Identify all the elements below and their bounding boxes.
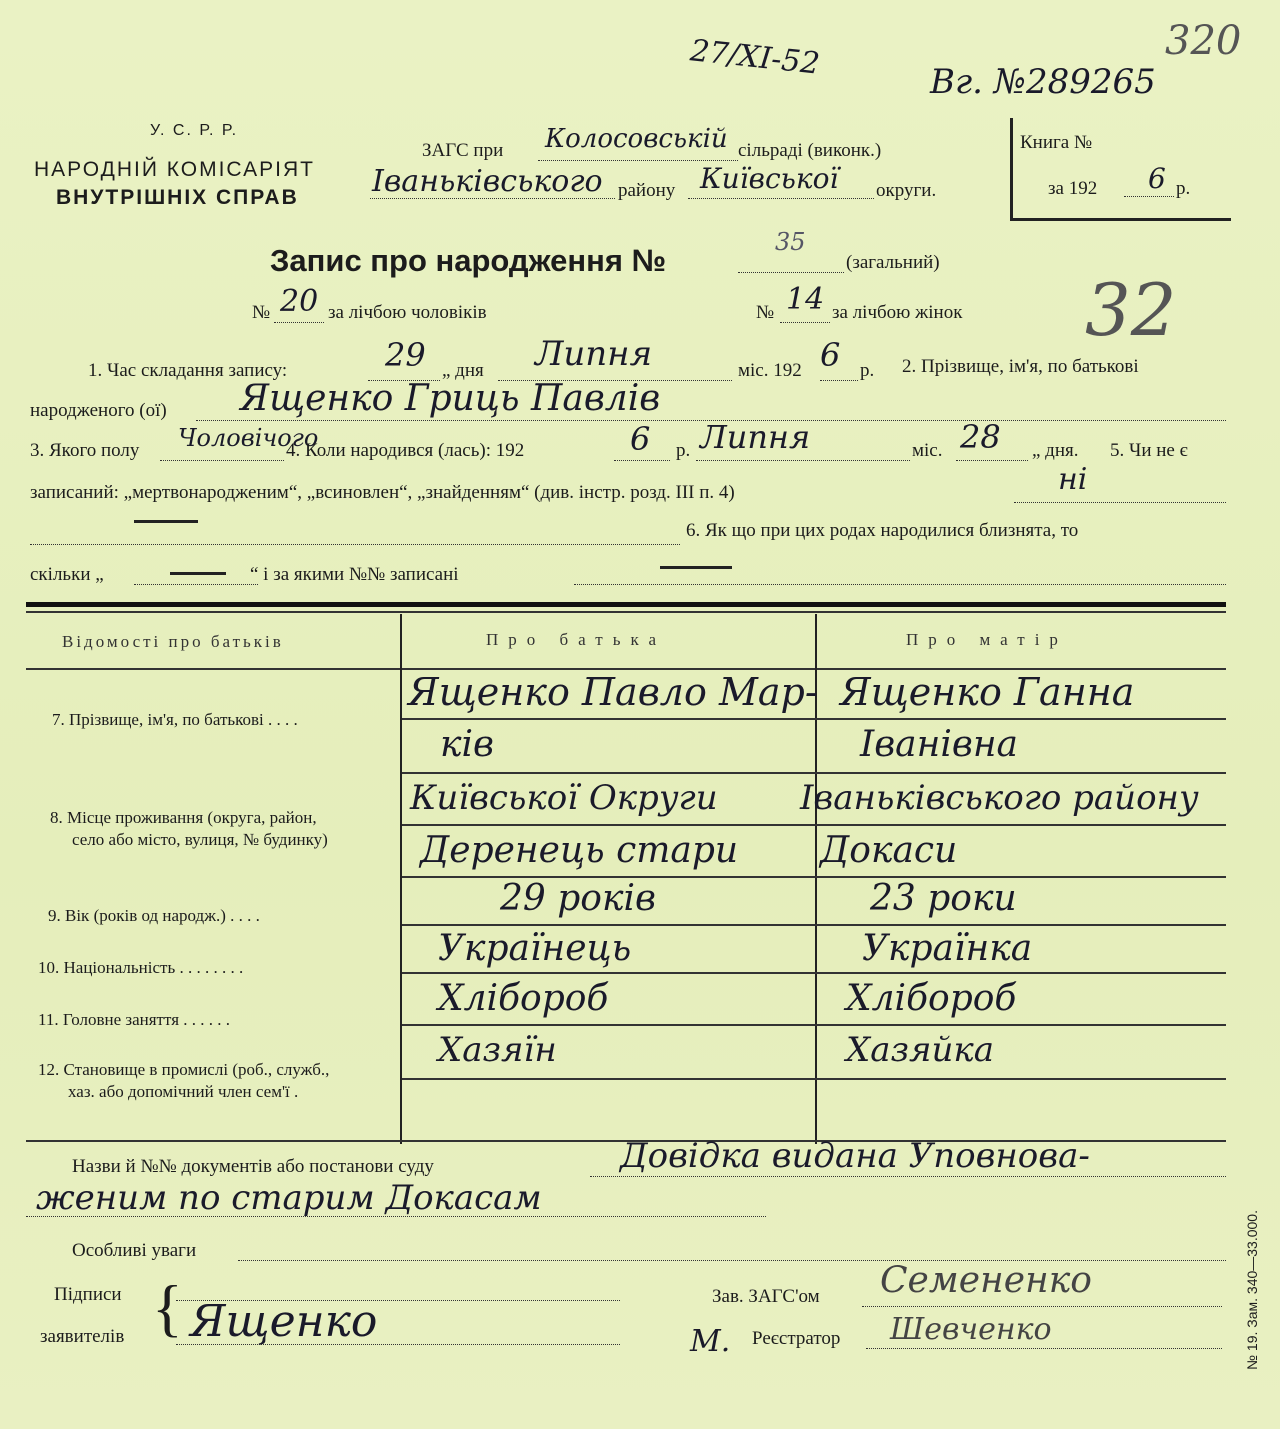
ussr-label: У. С. Р. Р. [150, 122, 239, 139]
father-age: 29 років [500, 878, 656, 919]
field-6-label-2a: скільки „ [30, 564, 104, 585]
book-year-suffix: р. [1176, 178, 1191, 199]
field-1-label: 1. Час складання запису: [88, 360, 288, 381]
father-residence-line-2: Деренець стари [420, 830, 739, 871]
field-1-month: Липня [535, 334, 653, 374]
field-2-label: 2. Прізвище, ім'я, по батькові [902, 356, 1139, 377]
documents-label: Назви й №№ документів або постанови суду [72, 1156, 434, 1177]
zags-prefix: ЗАГС при [422, 140, 504, 161]
commissariat-line-1: НАРОДНІЙ КОМІСАРІЯТ [34, 158, 315, 181]
registrar-label: Реєстратор [752, 1328, 841, 1349]
field-1-year-suffix: р. [860, 360, 875, 381]
father-occupation: Хлібороб [438, 978, 609, 1019]
field-1-day: 29 [385, 336, 426, 374]
field-1-month-label: міс. 192 [738, 360, 802, 381]
top-date-note: 27/XI-52 [688, 33, 822, 82]
row-12-label: 12. Становище в промислі (роб., служб., [38, 1060, 330, 1079]
record-general-label: (загальний) [846, 252, 940, 273]
registrar-mark: М. [690, 1324, 731, 1359]
registrar-signature: Шевченко [890, 1312, 1052, 1347]
record-title: Запис про народження № [270, 243, 667, 278]
birth-day: 28 [960, 418, 1001, 456]
father-residence-line-1: Київської Округи [410, 778, 718, 818]
table-header-info: Відомості про батьків [62, 632, 284, 651]
margin-number-note: 32 [1085, 268, 1177, 352]
male-count-value: 20 [280, 284, 319, 319]
row-12-label-2: хаз. або допомічний член сем'ї . [68, 1082, 299, 1101]
birth-day-label: „ дня. [1032, 440, 1079, 461]
birth-year-suffix: р. [676, 440, 691, 461]
book-label: Книга № [1020, 132, 1093, 153]
female-count-value: 14 [786, 282, 825, 317]
corner-number-note: 320 [1165, 18, 1242, 64]
side-print-number: № 19. Зам. 340—33.000. [1244, 1210, 1260, 1370]
okrug-label: округи. [876, 180, 937, 201]
village-council-value: Колосовській [545, 124, 728, 154]
field-6-label-2b: “ і за якими №№ записані [250, 564, 459, 585]
row-8-label-2: село або місто, вулиця, № будинку) [72, 830, 328, 849]
mother-name-line-1: Ященко Ганна [840, 670, 1135, 714]
book-year-prefix: за 192 [1048, 178, 1098, 199]
field-4-label: 4. Коли народився (лась): 192 [286, 440, 525, 461]
mother-name-line-2: Іванівна [860, 724, 1018, 765]
top-reference-note: Вг. №289265 [930, 62, 1156, 102]
row-9-label: 9. Вік (років од народж.) . . . . [48, 906, 260, 925]
row-11-label: 11. Головне заняття . . . . . . [38, 1010, 231, 1029]
mother-occupation: Хлібороб [846, 978, 1017, 1019]
applicant-signature: Ященко [190, 1296, 378, 1347]
field-2-label-2: народженого (ої) [30, 400, 167, 421]
table-top-rule [26, 602, 1226, 607]
special-notes-label: Особливі уваги [72, 1240, 197, 1261]
signatures-label-1: Підписи [54, 1284, 122, 1305]
birth-year: 6 [630, 420, 651, 458]
district-value: Іваньківського [372, 164, 603, 199]
signatures-label-2: заявителів [40, 1326, 125, 1347]
documents-value-line-2: женим по старим Докасам [36, 1178, 542, 1218]
field-1-day-label: „ дня [442, 360, 484, 381]
zags-head-signature: Семененко [880, 1260, 1092, 1301]
female-count-label: за лічбою жінок [832, 302, 963, 323]
male-count-prefix: № [252, 302, 271, 323]
book-year-value: 6 [1148, 162, 1166, 195]
signatures-brace: { [152, 1272, 183, 1343]
child-full-name: Ященко Гриць Павлів [240, 378, 661, 419]
zags-head-label: Зав. ЗАГС'ом [712, 1286, 820, 1307]
father-name-line-1: Ященко Павло Мар- [408, 670, 818, 714]
row-10-label: 10. Національність . . . . . . . . [38, 958, 244, 977]
table-header-mother: Про матір [906, 630, 1068, 649]
mother-residence-line-1: Іваньківського району [800, 778, 1199, 818]
field-1-year: 6 [820, 336, 841, 374]
child-sex: Чоловічого [178, 424, 319, 452]
field-6-label: 6. Як що при цих родах народилися близнята, то [686, 520, 1079, 541]
birth-month: Липня [700, 418, 811, 456]
field-5-value: ні [1058, 462, 1088, 497]
female-count-prefix: № [756, 302, 775, 323]
row-7-label: 7. Прізвище, ім'я, по батькові . . . . [52, 710, 298, 729]
documents-value-line-1: Довідка видана Уповнова- [620, 1136, 1090, 1176]
mother-residence-line-2: Докаси [820, 830, 958, 871]
table-header-father: Про батька [486, 630, 667, 649]
father-status: Хазяїн [438, 1030, 557, 1070]
commissariat-line-2: ВНУТРІШНІХ СПРАВ [56, 186, 299, 209]
field-3-label: 3. Якого полу [30, 440, 140, 461]
row-8-label: 8. Місце проживання (округа, район, [50, 808, 317, 827]
okrug-value: Київської [700, 162, 839, 195]
father-name-line-2: ків [440, 724, 494, 765]
record-number: 35 [775, 228, 806, 256]
field-5-label-2: записаний: „мертвонародженим“, „всиновлен“, „знайденням“ (див. інстр. розд. III п. 4) [30, 482, 735, 503]
mother-age: 23 роки [870, 878, 1017, 919]
father-nationality: Українець [438, 928, 632, 969]
mother-nationality: Українка [862, 928, 1033, 969]
birth-month-label: міс. [912, 440, 943, 461]
council-suffix: сільраді (виконк.) [738, 140, 882, 161]
male-count-label: за лічбою чоловіків [328, 302, 487, 323]
field-5-label: 5. Чи не є [1110, 440, 1188, 461]
mother-status: Хазяйка [846, 1030, 995, 1070]
district-label: району [618, 180, 676, 201]
